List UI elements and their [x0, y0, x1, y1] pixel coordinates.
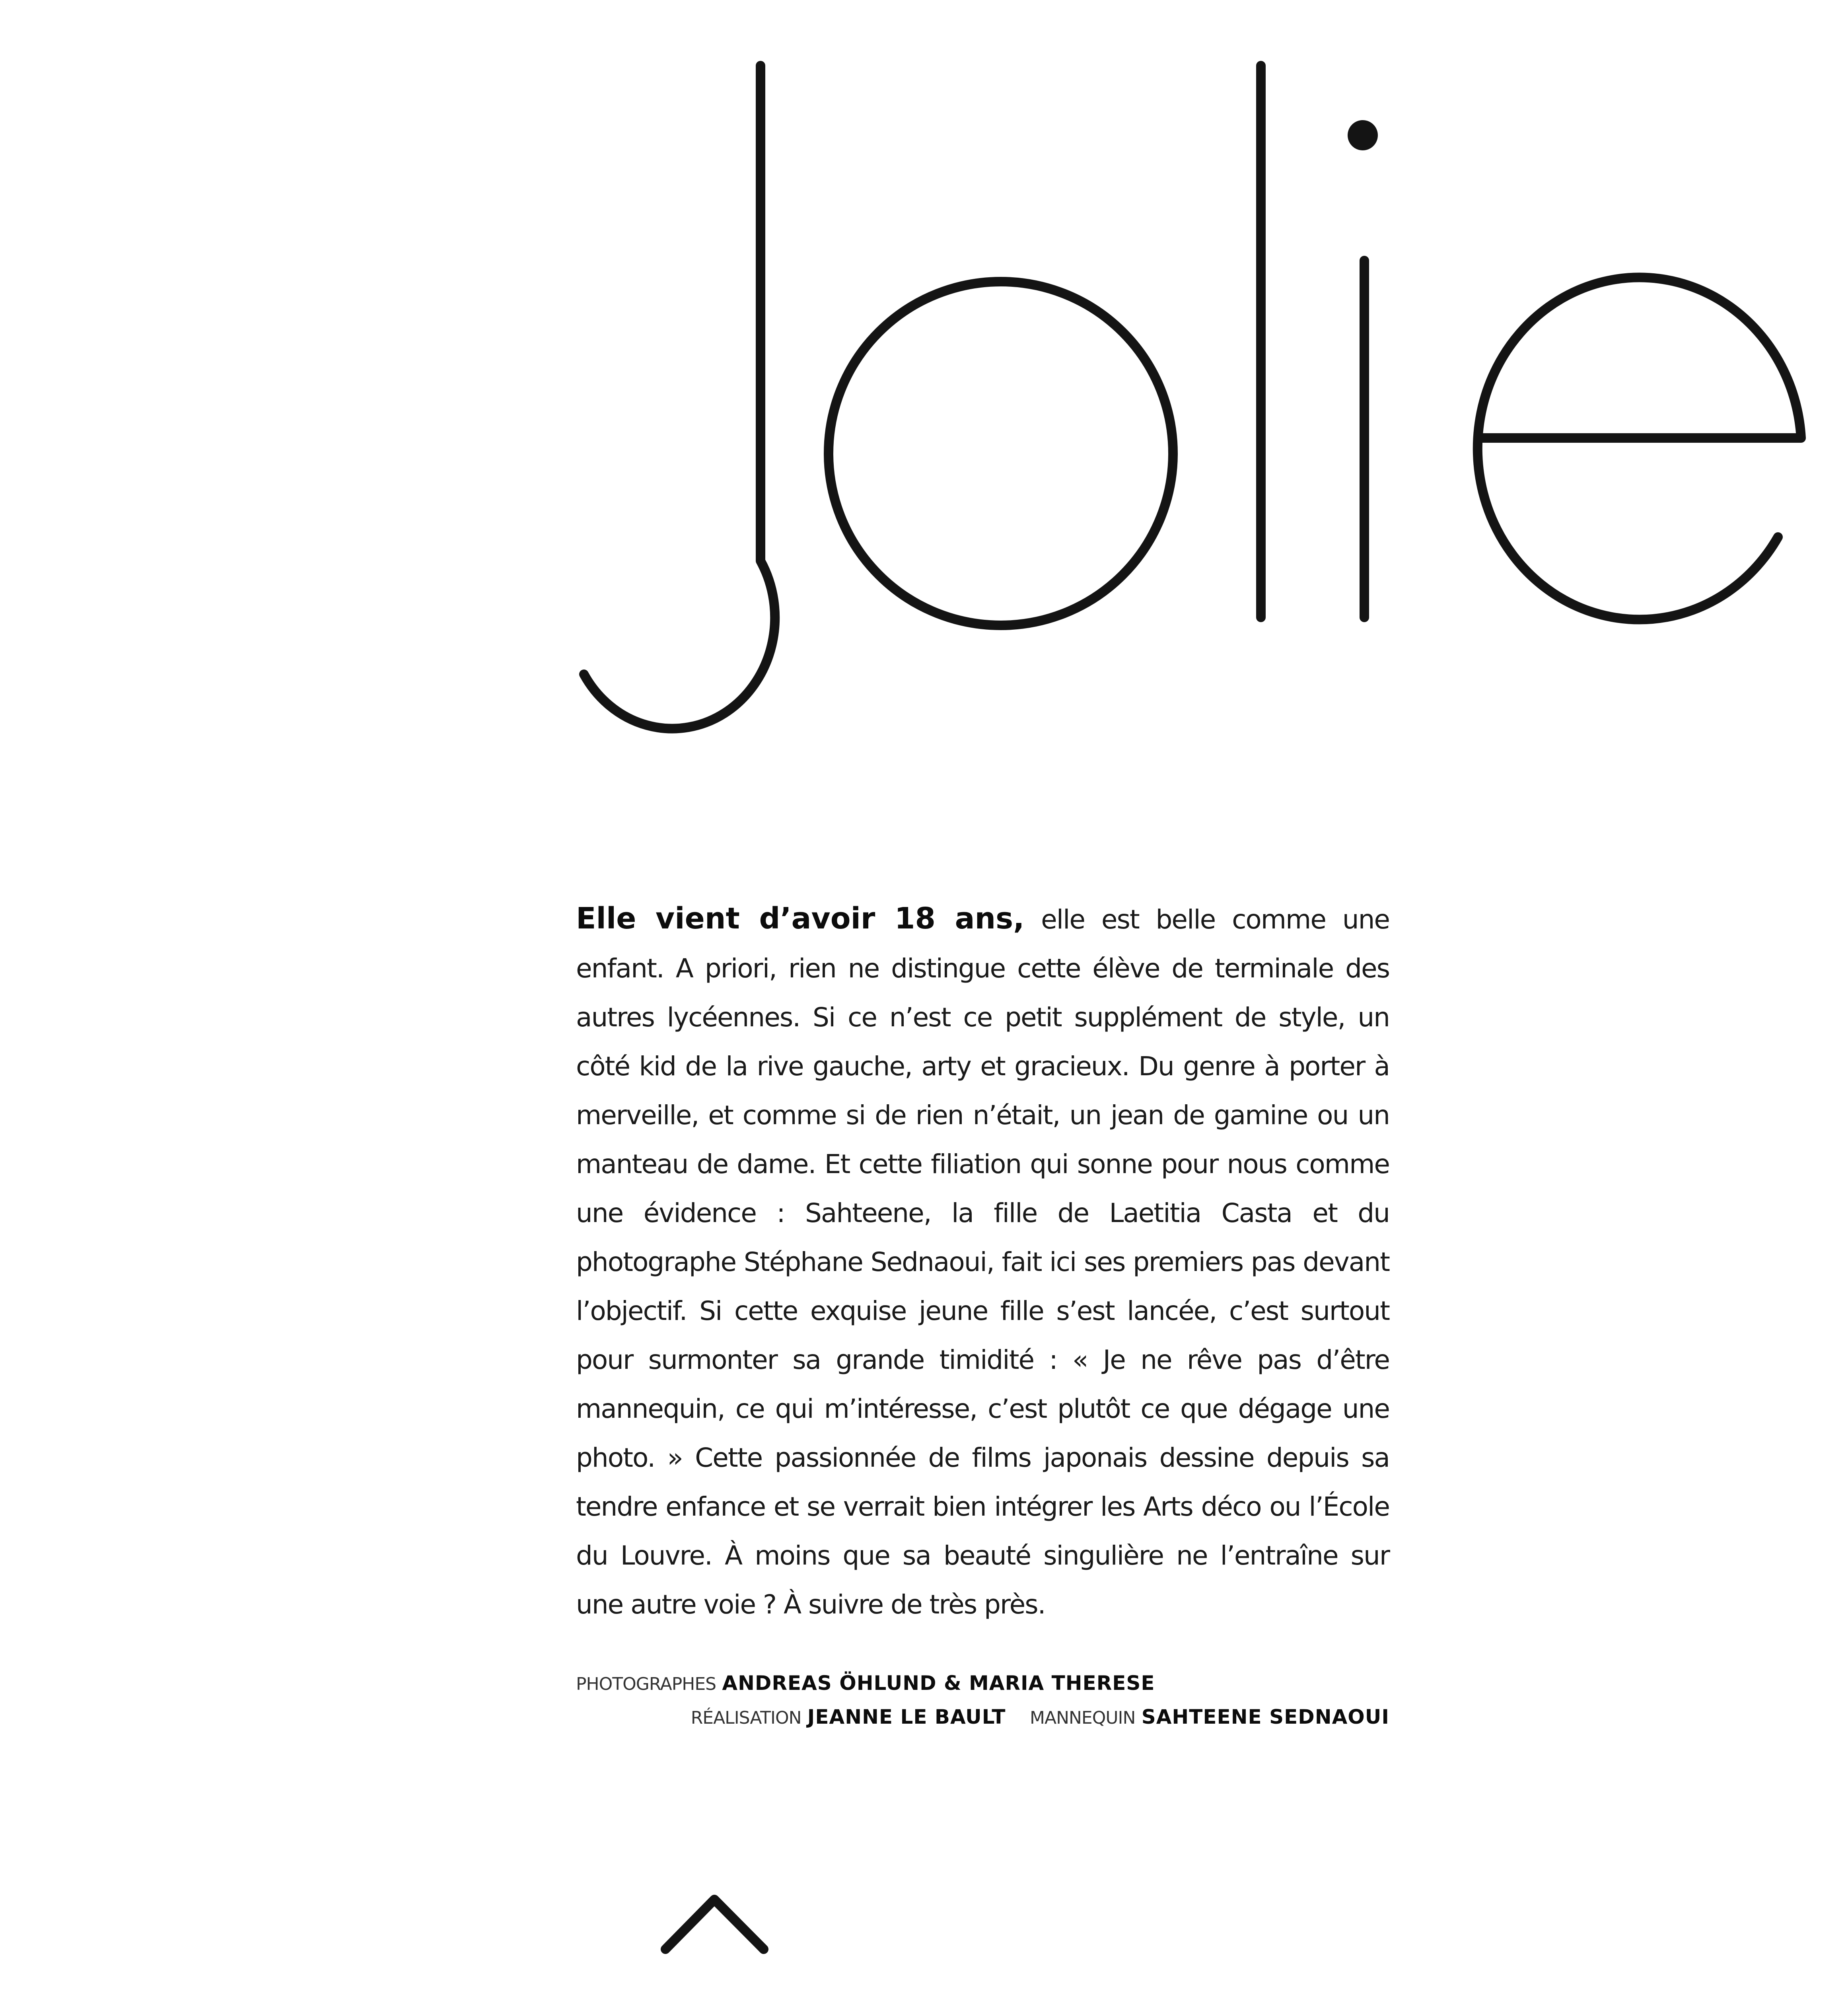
- credits-line-realisation-model: [576, 1701, 1389, 1734]
- article-lead: Elle vient d’avoir 18 ans,: [576, 901, 1025, 936]
- credits-block: [576, 1667, 1389, 1734]
- headline-word-mome: [68, 1899, 1663, 1989]
- credits-line-photographers: [576, 1667, 1389, 1701]
- headline-letter-o: [829, 282, 1173, 625]
- model-label: MANNEQUIN: [1030, 1708, 1136, 1728]
- article-body: elle est belle comme une enfant. A priori, rien ne distingue cette élève de terminale des autres lycéennes. Si ce n’est ce petit supplément de style, un côté kid de la rive gauche, arty et gracieux. Du genre à porter à merveille, et comme si de rien n’était, un jean de gamine ou un manteau de dame. Et cette filiation qui sonne pour nous comme une évidence : Sahteene, la fille de Laetitia Casta et du photographe Stéphane Sednaoui, fait ici ses premiers pas devant l’objectif. Si cette exquise jeune fille s’est lancée, c’est surtout pour surmonter sa grande timidité : « Je ne rêve pas d’être mannequin, ce qui m’intéresse, c’est plutôt ce que dégage une photo. » Cette passionnée de films japonais dessine depuis sa tendre enfance et se verrait bien intégrer les Arts déco ou l’École du Louvre. À moins que sa beauté singulière ne l’entraîne sur une autre voie ? À suivre de très près.: [576, 904, 1390, 1620]
- headline-letter-i-dot: [1348, 120, 1378, 150]
- realisation-name: JEANNE LE BAULT: [807, 1705, 1006, 1728]
- headline-word-jolie: [584, 66, 1801, 729]
- photographers-label: PHOTOGRAPHES: [576, 1674, 716, 1694]
- headline-circumflex-accent: [665, 1899, 764, 1949]
- article-paragraph: [576, 894, 1389, 1629]
- realisation-label: RÉALISATION: [691, 1708, 801, 1728]
- headline-letter-e: [1478, 277, 1801, 619]
- headline-letter-j: [584, 66, 775, 729]
- photographers-names: ANDREAS ÖHLUND & MARIA THERESE: [722, 1672, 1155, 1695]
- model-name: SAHTEENE SEDNAOUI: [1141, 1705, 1389, 1728]
